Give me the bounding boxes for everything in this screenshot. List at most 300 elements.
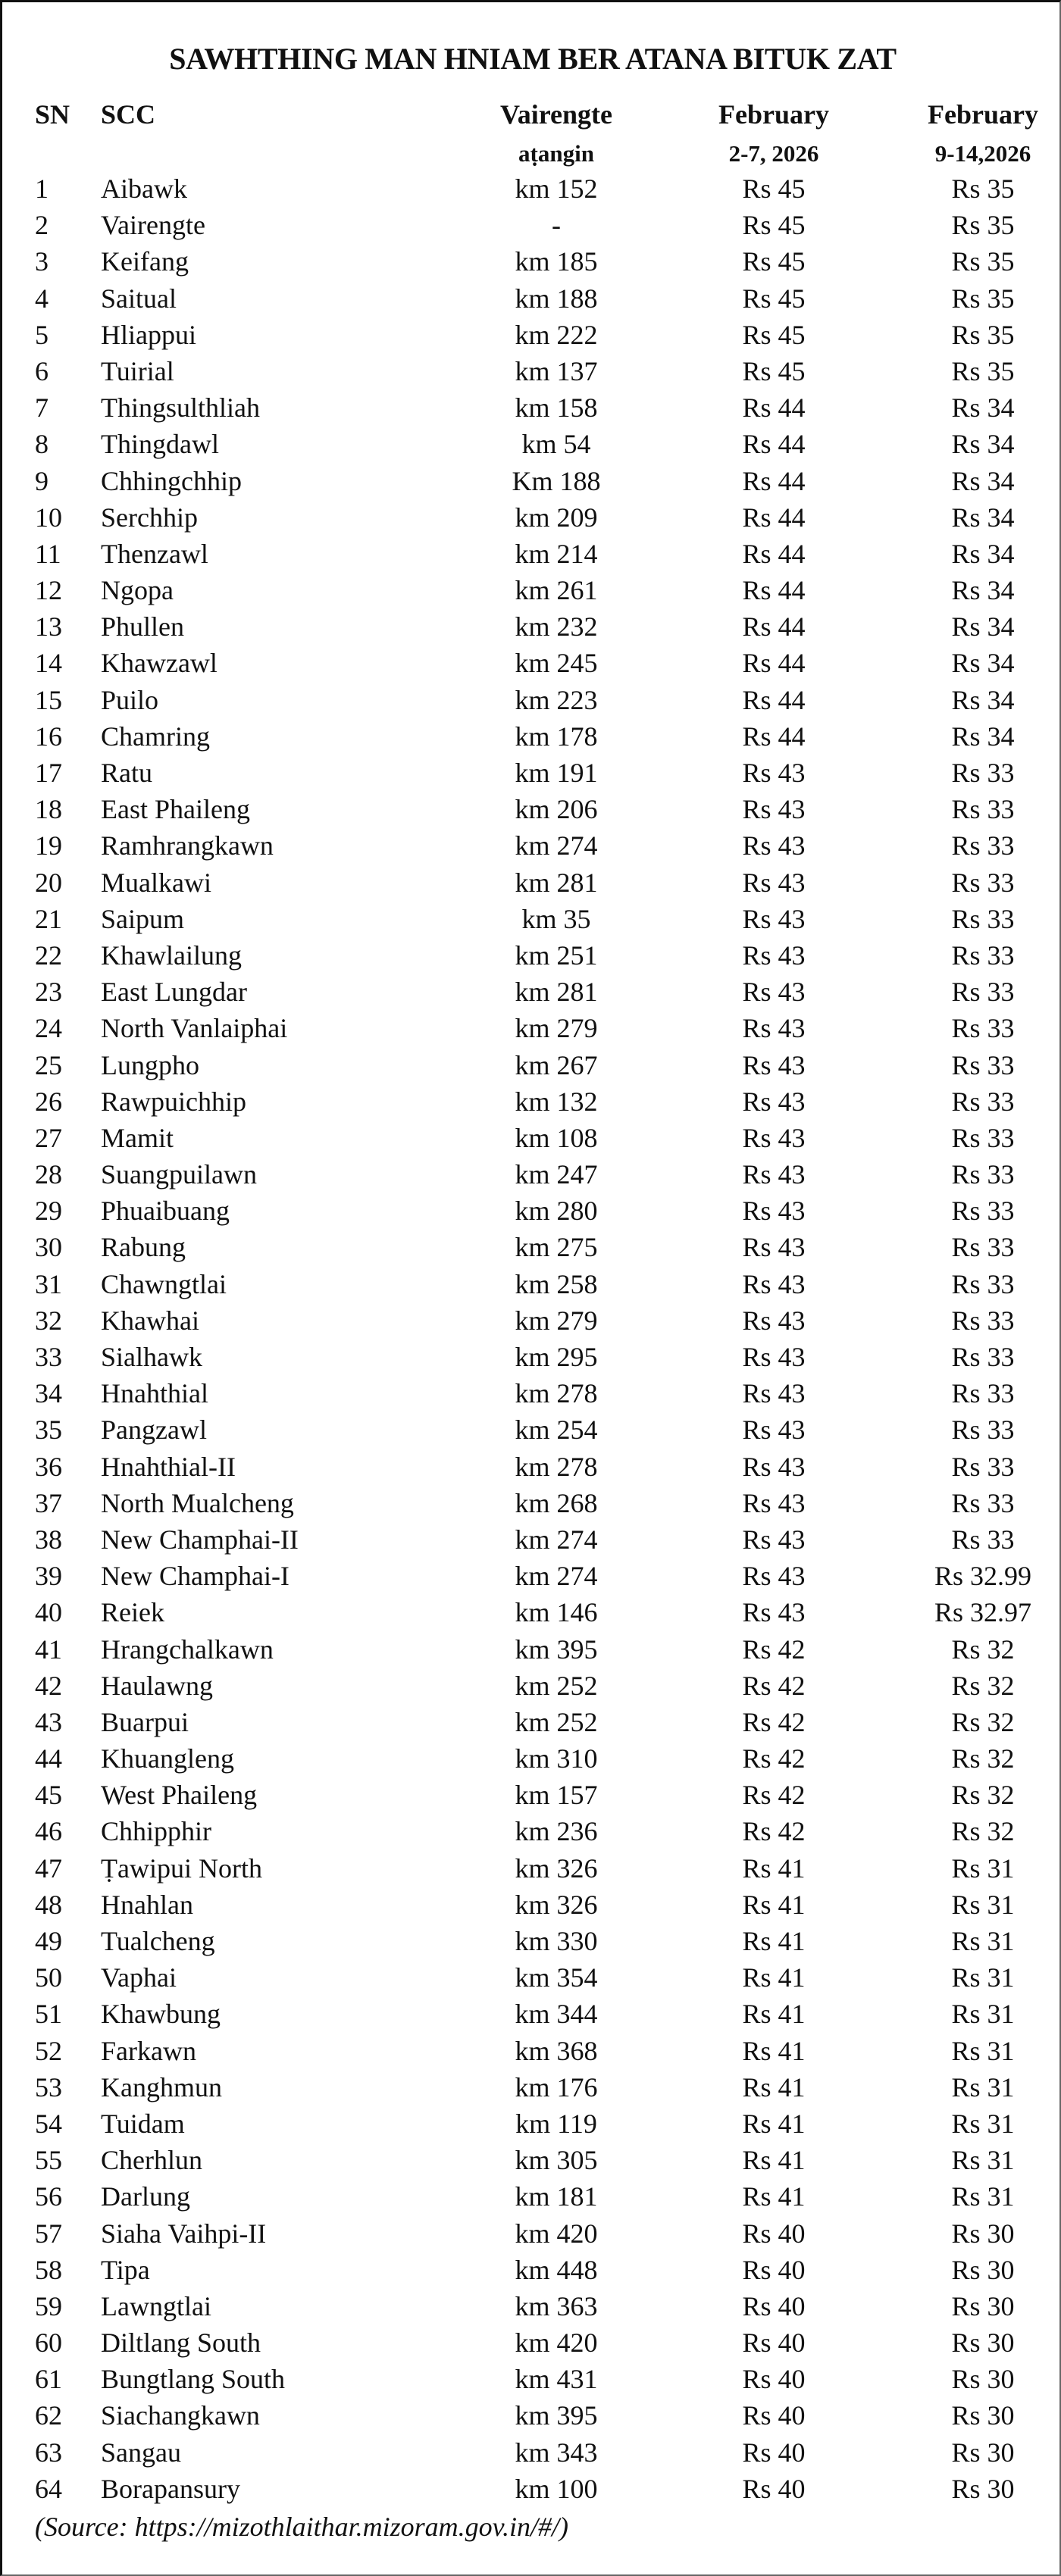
cell-sn: 61 <box>35 2364 62 2395</box>
cell-sn: 36 <box>35 1451 62 1482</box>
cell-scc: New Champhai-I <box>101 1561 290 1592</box>
table-row <box>2 1193 1061 1229</box>
cell-price-week2: Rs 31 <box>951 1852 1015 1884</box>
table-row <box>2 2288 1061 2324</box>
cell-scc: Ngopa <box>101 575 174 606</box>
cell-scc: Tuidam <box>101 2108 185 2139</box>
table-row <box>2 974 1061 1010</box>
table-row <box>2 864 1061 901</box>
cell-sn: 8 <box>35 429 49 460</box>
cell-price-week2: Rs 33 <box>951 1086 1015 1117</box>
cell-price-week1: Rs 43 <box>742 1086 806 1117</box>
table-row <box>2 1120 1061 1156</box>
table-row <box>2 2471 1061 2507</box>
table-row <box>2 2033 1061 2069</box>
table-row <box>2 1229 1061 1265</box>
header-week1-line1: February <box>718 99 829 130</box>
cell-distance: km 280 <box>515 1196 598 1227</box>
cell-price-week2: Rs 31 <box>951 1926 1015 1956</box>
cell-price-week2: Rs 33 <box>951 1451 1015 1482</box>
table-row <box>2 1668 1061 1704</box>
cell-sn: 37 <box>35 1487 62 1518</box>
cell-price-week2: Rs 33 <box>951 1122 1015 1153</box>
table-row <box>2 1704 1061 1740</box>
table-row <box>2 1521 1061 1558</box>
cell-scc: Ṭawipui North <box>101 1852 262 1884</box>
cell-price-week2: Rs 33 <box>951 1305 1015 1336</box>
cell-scc: Siaha Vaihpi-II <box>101 2218 267 2249</box>
cell-sn: 12 <box>35 575 62 606</box>
cell-price-week1: Rs 43 <box>742 939 806 971</box>
cell-price-week1: Rs 40 <box>742 2218 806 2249</box>
cell-scc: Khuangleng <box>101 1743 234 1774</box>
table-row <box>2 1594 1061 1630</box>
cell-sn: 39 <box>35 1561 62 1592</box>
cell-sn: 1 <box>35 174 49 204</box>
cell-sn: 7 <box>35 392 49 424</box>
cell-price-week1: Rs 44 <box>742 575 806 606</box>
cell-price-week2: Rs 33 <box>951 1049 1015 1080</box>
cell-price-week2: Rs 30 <box>951 2218 1015 2249</box>
cell-price-week2: Rs 30 <box>951 2327 1015 2359</box>
cell-distance: km 152 <box>515 174 598 204</box>
cell-price-week2: Rs 34 <box>951 392 1015 424</box>
cell-sn: 19 <box>35 830 62 861</box>
cell-price-week1: Rs 43 <box>742 830 806 861</box>
cell-scc: Tuirial <box>101 355 174 386</box>
cell-scc: Tualcheng <box>101 1926 215 1956</box>
cell-price-week2: Rs 32.97 <box>934 1597 1032 1628</box>
table-row <box>2 536 1061 572</box>
cell-distance: km 223 <box>515 684 598 715</box>
table-row <box>2 2397 1061 2434</box>
cell-price-week2: Rs 33 <box>951 1232 1015 1263</box>
cell-distance: km 343 <box>515 2437 598 2468</box>
cell-sn: 60 <box>35 2327 62 2359</box>
table-row <box>2 1375 1061 1411</box>
cell-scc: Thingsulthliah <box>101 392 260 424</box>
cell-scc: Hrangchalkawn <box>101 1633 274 1665</box>
cell-scc: Thingdawl <box>101 429 219 460</box>
cell-price-week1: Rs 45 <box>742 246 806 277</box>
cell-price-week1: Rs 43 <box>742 1305 806 1336</box>
table-row <box>2 901 1061 937</box>
cell-sn: 18 <box>35 794 62 825</box>
cell-scc: Bungtlang South <box>101 2364 286 2395</box>
cell-price-week1: Rs 45 <box>742 210 806 241</box>
cell-price-week2: Rs 31 <box>951 2145 1015 2176</box>
cell-scc: Hnahthial-II <box>101 1451 236 1482</box>
cell-scc: Chhingchhip <box>101 465 242 496</box>
cell-distance: km 368 <box>515 2035 598 2066</box>
cell-price-week1: Rs 43 <box>742 977 806 1008</box>
cell-price-week2: Rs 33 <box>951 903 1015 934</box>
cell-scc: Suangpuilawn <box>101 1159 257 1190</box>
cell-sn: 53 <box>35 2071 62 2102</box>
cell-scc: Phuaibuang <box>101 1196 230 1227</box>
cell-scc: East Lungdar <box>101 977 247 1008</box>
cell-sn: 22 <box>35 939 62 971</box>
table-row <box>2 572 1061 608</box>
cell-scc: Lawngtlai <box>101 2290 211 2321</box>
cell-distance: km 267 <box>515 1049 598 1080</box>
cell-price-week1: Rs 41 <box>742 2108 806 2139</box>
cell-price-week1: Rs 45 <box>742 319 806 350</box>
cell-price-week2: Rs 31 <box>951 1889 1015 1920</box>
cell-sn: 20 <box>35 867 62 898</box>
cell-sn: 25 <box>35 1049 62 1080</box>
cell-price-week1: Rs 41 <box>742 1962 806 1993</box>
cell-distance: km 181 <box>515 2181 598 2212</box>
cell-price-week2: Rs 32 <box>951 1633 1015 1665</box>
cell-price-week2: Rs 32 <box>951 1743 1015 1774</box>
cell-price-week1: Rs 44 <box>742 538 806 569</box>
cell-sn: 51 <box>35 1999 62 2030</box>
cell-scc: Saitual <box>101 283 177 314</box>
source-note: (Source: https://mizothlaithar.mizoram.gov.in/#/) <box>35 2512 568 2542</box>
header-week2-line1: February <box>928 99 1038 130</box>
cell-distance: km 245 <box>515 648 598 679</box>
cell-price-week1: Rs 43 <box>742 1268 806 1299</box>
cell-sn: 32 <box>35 1305 62 1336</box>
cell-price-week2: Rs 32 <box>951 1816 1015 1847</box>
cell-scc: Tipa <box>101 2254 150 2285</box>
cell-sn: 34 <box>35 1378 62 1409</box>
cell-scc: Siachangkawn <box>101 2400 260 2431</box>
cell-sn: 26 <box>35 1086 62 1117</box>
table-row <box>2 353 1061 389</box>
table-row <box>2 2324 1061 2361</box>
cell-sn: 30 <box>35 1232 62 1263</box>
cell-scc: Saipum <box>101 903 185 934</box>
cell-distance: km 295 <box>515 1342 598 1372</box>
cell-scc: Chhipphir <box>101 1816 212 1847</box>
cell-distance: km 119 <box>515 2108 597 2139</box>
cell-price-week1: Rs 41 <box>742 1999 806 2030</box>
cell-price-week1: Rs 45 <box>742 174 806 204</box>
cell-sn: 63 <box>35 2437 62 2468</box>
table-row <box>2 1047 1061 1083</box>
cell-price-week2: Rs 33 <box>951 1378 1015 1409</box>
table-row <box>2 1850 1061 1887</box>
table-row <box>2 827 1061 864</box>
cell-distance: km 185 <box>515 246 598 277</box>
cell-price-week1: Rs 41 <box>742 1852 806 1884</box>
cell-distance: km 100 <box>515 2473 598 2504</box>
cell-sn: 16 <box>35 721 62 752</box>
cell-scc: New Champhai-II <box>101 1524 299 1555</box>
cell-sn: 40 <box>35 1597 62 1628</box>
cell-distance: km 330 <box>515 1926 598 1956</box>
cell-price-week2: Rs 31 <box>951 1999 1015 2030</box>
cell-price-week2: Rs 31 <box>951 2181 1015 2212</box>
cell-sn: 47 <box>35 1852 62 1884</box>
cell-sn: 48 <box>35 1889 62 1920</box>
cell-scc: Haulawng <box>101 1670 213 1701</box>
cell-sn: 24 <box>35 1013 62 1044</box>
cell-price-week1: Rs 43 <box>742 1013 806 1044</box>
cell-distance: km 247 <box>515 1159 598 1190</box>
table-row <box>2 499 1061 536</box>
cell-distance: Km 188 <box>512 465 601 496</box>
cell-price-week1: Rs 44 <box>742 465 806 496</box>
cell-distance: km 188 <box>515 283 598 314</box>
cell-price-week1: Rs 41 <box>742 2035 806 2066</box>
table-row <box>2 718 1061 755</box>
cell-price-week1: Rs 43 <box>742 1122 806 1153</box>
cell-scc: Diltlang South <box>101 2327 261 2359</box>
table-row <box>2 1813 1061 1849</box>
cell-price-week2: Rs 33 <box>951 758 1015 788</box>
table-row <box>2 2069 1061 2106</box>
cell-distance: km 178 <box>515 721 598 752</box>
cell-scc: Buarpui <box>101 1706 189 1737</box>
table-row <box>2 791 1061 827</box>
cell-distance: km 108 <box>515 1122 598 1153</box>
cell-distance: - <box>552 210 561 241</box>
cell-price-week2: Rs 30 <box>951 2473 1015 2504</box>
cell-sn: 29 <box>35 1196 62 1227</box>
cell-sn: 2 <box>35 210 49 241</box>
cell-distance: km 281 <box>515 867 598 898</box>
cell-scc: Aibawk <box>101 174 187 204</box>
cell-price-week1: Rs 40 <box>742 2254 806 2285</box>
cell-distance: km 305 <box>515 2145 598 2176</box>
cell-price-week2: Rs 33 <box>951 1524 1015 1555</box>
cell-sn: 9 <box>35 465 49 496</box>
cell-distance: km 132 <box>515 1086 598 1117</box>
header-week2-line2: 9-14,2026 <box>934 140 1031 167</box>
table-row <box>2 1339 1061 1375</box>
cell-distance: km 274 <box>515 1561 598 1592</box>
header-distance-line1: Vairengte <box>500 99 612 130</box>
cell-price-week2: Rs 32 <box>951 1670 1015 1701</box>
cell-scc: Reiek <box>101 1597 164 1628</box>
cell-price-week2: Rs 31 <box>951 2035 1015 2066</box>
cell-price-week1: Rs 44 <box>742 429 806 460</box>
header-week1-line2: 2-7, 2026 <box>728 140 819 167</box>
cell-price-week2: Rs 30 <box>951 2400 1015 2431</box>
cell-price-week1: Rs 40 <box>742 2437 806 2468</box>
cell-scc: Vaphai <box>101 1962 177 1993</box>
table-row <box>2 243 1061 280</box>
cell-price-week1: Rs 43 <box>742 1049 806 1080</box>
cell-scc: Lungpho <box>101 1049 199 1080</box>
cell-price-week2: Rs 34 <box>951 429 1015 460</box>
table-row <box>2 207 1061 243</box>
cell-price-week2: Rs 32.99 <box>934 1561 1032 1592</box>
table-row <box>2 317 1061 353</box>
cell-distance: km 326 <box>515 1889 598 1920</box>
cell-scc: Chamring <box>101 721 210 752</box>
cell-price-week1: Rs 43 <box>742 1561 806 1592</box>
cell-price-week1: Rs 45 <box>742 283 806 314</box>
header-distance-line2: aṭangin <box>518 140 594 167</box>
table-row <box>2 645 1061 681</box>
cell-sn: 23 <box>35 977 62 1008</box>
cell-price-week2: Rs 33 <box>951 867 1015 898</box>
cell-distance: km 281 <box>515 977 598 1008</box>
cell-sn: 21 <box>35 903 62 934</box>
cell-price-week1: Rs 40 <box>742 2400 806 2431</box>
cell-sn: 3 <box>35 246 49 277</box>
cell-price-week1: Rs 45 <box>742 355 806 386</box>
table-row <box>2 1740 1061 1777</box>
cell-price-week2: Rs 33 <box>951 1487 1015 1518</box>
cell-sn: 45 <box>35 1780 62 1811</box>
cell-price-week2: Rs 35 <box>951 355 1015 386</box>
cell-price-week1: Rs 42 <box>742 1633 806 1665</box>
cell-price-week2: Rs 33 <box>951 939 1015 971</box>
cell-sn: 44 <box>35 1743 62 1774</box>
table-row <box>2 1777 1061 1813</box>
cell-scc: Ratu <box>101 758 152 788</box>
cell-price-week1: Rs 43 <box>742 1451 806 1482</box>
cell-price-week2: Rs 30 <box>951 2364 1015 2395</box>
table-row <box>2 2252 1061 2288</box>
cell-price-week2: Rs 33 <box>951 1268 1015 1299</box>
table-row <box>2 1302 1061 1339</box>
cell-price-week1: Rs 41 <box>742 2181 806 2212</box>
cell-price-week1: Rs 43 <box>742 903 806 934</box>
cell-price-week2: Rs 34 <box>951 648 1015 679</box>
table-row <box>2 280 1061 317</box>
cell-price-week1: Rs 43 <box>742 1415 806 1446</box>
cell-scc: Mualkawi <box>101 867 211 898</box>
cell-price-week1: Rs 41 <box>742 2071 806 2102</box>
cell-scc: Rawpuichhip <box>101 1086 246 1117</box>
table-row <box>2 2361 1061 2397</box>
cell-distance: km 363 <box>515 2290 598 2321</box>
cell-scc: Farkawn <box>101 2035 196 2066</box>
cell-price-week1: Rs 43 <box>742 1342 806 1372</box>
cell-scc: Ramhrangkawn <box>101 830 274 861</box>
cell-price-week1: Rs 42 <box>742 1743 806 1774</box>
document-title: SAWHTHING MAN HNIAM BER ATANA BITUK ZAT <box>169 42 897 76</box>
cell-scc: Thenzawl <box>101 538 208 569</box>
cell-price-week2: Rs 34 <box>951 465 1015 496</box>
cell-sn: 41 <box>35 1633 62 1665</box>
cell-sn: 62 <box>35 2400 62 2431</box>
cell-sn: 59 <box>35 2290 62 2321</box>
cell-price-week2: Rs 33 <box>951 1159 1015 1190</box>
table-row <box>2 1083 1061 1120</box>
cell-sn: 64 <box>35 2473 62 2504</box>
cell-sn: 42 <box>35 1670 62 1701</box>
cell-scc: Khawhai <box>101 1305 199 1336</box>
cell-distance: km 261 <box>515 575 598 606</box>
cell-distance: km 157 <box>515 1780 598 1811</box>
cell-scc: Hnahlan <box>101 1889 193 1920</box>
header-scc: SCC <box>101 99 156 130</box>
cell-distance: km 279 <box>515 1305 598 1336</box>
table-row <box>2 1010 1061 1046</box>
cell-distance: km 326 <box>515 1852 598 1884</box>
cell-scc: Mamit <box>101 1122 174 1153</box>
cell-sn: 55 <box>35 2145 62 2176</box>
table-row <box>2 2106 1061 2142</box>
cell-price-week2: Rs 35 <box>951 246 1015 277</box>
table-row <box>2 1887 1061 1923</box>
cell-scc: Khawlailung <box>101 939 242 971</box>
table-row <box>2 2142 1061 2178</box>
cell-price-week2: Rs 33 <box>951 1415 1015 1446</box>
cell-price-week1: Rs 44 <box>742 721 806 752</box>
cell-distance: km 274 <box>515 830 598 861</box>
cell-distance: km 420 <box>515 2218 598 2249</box>
cell-price-week2: Rs 34 <box>951 575 1015 606</box>
cell-price-week2: Rs 35 <box>951 319 1015 350</box>
cell-sn: 5 <box>35 319 49 350</box>
cell-price-week1: Rs 43 <box>742 1524 806 1555</box>
cell-sn: 49 <box>35 1926 62 1956</box>
cell-price-week2: Rs 33 <box>951 1196 1015 1227</box>
table-row <box>2 463 1061 499</box>
cell-sn: 27 <box>35 1122 62 1153</box>
cell-price-week2: Rs 31 <box>951 2108 1015 2139</box>
cell-price-week1: Rs 43 <box>742 1378 806 1409</box>
cell-price-week2: Rs 30 <box>951 2437 1015 2468</box>
cell-distance: km 258 <box>515 1268 598 1299</box>
cell-scc: Sangau <box>101 2437 181 2468</box>
cell-scc: West Phaileng <box>101 1780 258 1811</box>
cell-distance: km 191 <box>515 758 598 788</box>
table-row <box>2 389 1061 426</box>
cell-distance: km 395 <box>515 1633 598 1665</box>
cell-scc: Cherhlun <box>101 2145 202 2176</box>
cell-distance: km 252 <box>515 1706 598 1737</box>
cell-scc: Rabung <box>101 1232 186 1263</box>
cell-sn: 28 <box>35 1159 62 1190</box>
cell-scc: Serchhip <box>101 502 198 533</box>
cell-sn: 11 <box>35 538 61 569</box>
cell-price-week2: Rs 30 <box>951 2290 1015 2321</box>
cell-price-week1: Rs 41 <box>742 1889 806 1920</box>
cell-distance: km 344 <box>515 1999 598 2030</box>
cell-sn: 52 <box>35 2035 62 2066</box>
cell-distance: km 448 <box>515 2254 598 2285</box>
cell-price-week1: Rs 43 <box>742 1597 806 1628</box>
cell-sn: 56 <box>35 2181 62 2212</box>
cell-distance: km 236 <box>515 1816 598 1847</box>
cell-sn: 57 <box>35 2218 62 2249</box>
table-row <box>2 1485 1061 1521</box>
cell-price-week2: Rs 32 <box>951 1706 1015 1737</box>
cell-sn: 33 <box>35 1342 62 1372</box>
cell-distance: km 214 <box>515 538 598 569</box>
cell-sn: 46 <box>35 1816 62 1847</box>
cell-sn: 38 <box>35 1524 62 1555</box>
cell-distance: km 209 <box>515 502 598 533</box>
cell-scc: Sialhawk <box>101 1342 202 1372</box>
cell-sn: 10 <box>35 502 62 533</box>
cell-price-week1: Rs 44 <box>742 502 806 533</box>
cell-scc: Khawzawl <box>101 648 218 679</box>
table-row <box>2 608 1061 645</box>
cell-price-week1: Rs 43 <box>742 1159 806 1190</box>
cell-price-week1: Rs 44 <box>742 648 806 679</box>
cell-distance: km 146 <box>515 1597 598 1628</box>
cell-sn: 43 <box>35 1706 62 1737</box>
table-row <box>2 2434 1061 2471</box>
cell-price-week2: Rs 33 <box>951 794 1015 825</box>
cell-price-week1: Rs 40 <box>742 2473 806 2504</box>
cell-distance: km 279 <box>515 1013 598 1044</box>
table-row <box>2 1996 1061 2032</box>
cell-price-week1: Rs 41 <box>742 1926 806 1956</box>
table-row <box>2 1558 1061 1594</box>
cell-sn: 6 <box>35 355 49 386</box>
